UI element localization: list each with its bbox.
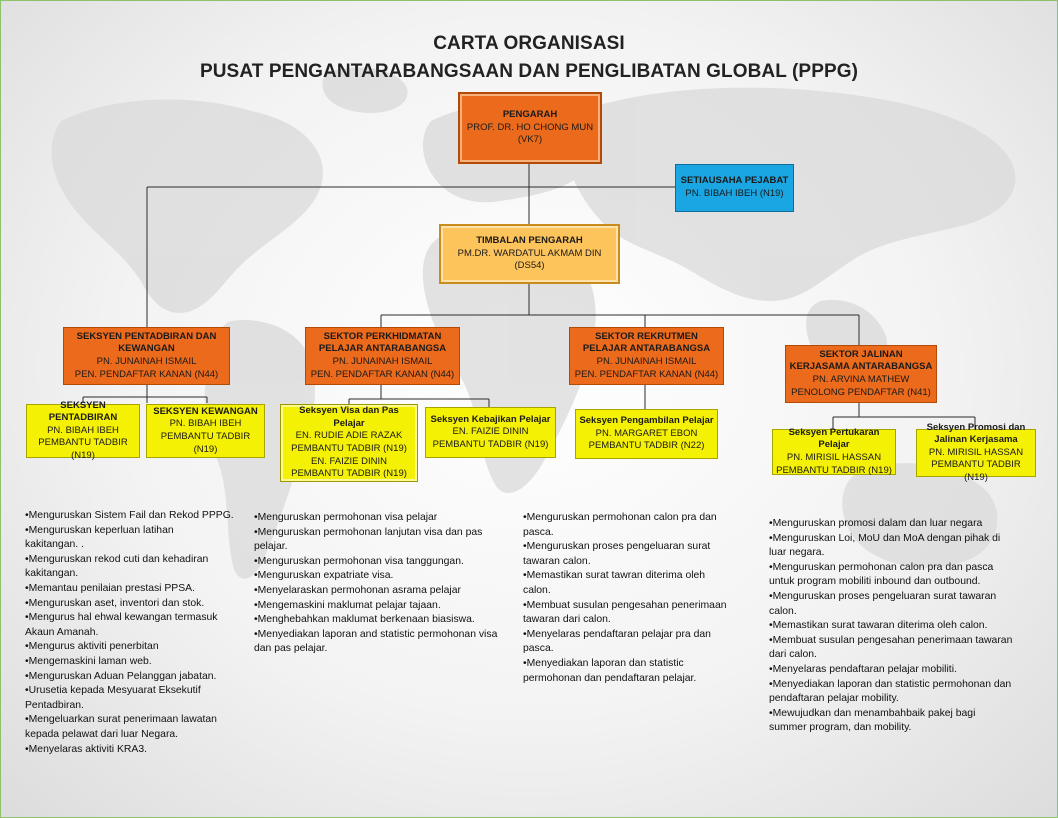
duty-line: •Mengurus aktiviti penerbitan bbox=[25, 641, 159, 653]
duty-line: pelajar. bbox=[254, 541, 288, 553]
node-title: Seksyen Visa dan Pas Pelajar bbox=[299, 405, 399, 429]
node-line: PEN. PENDAFTAR KANAN (N44) bbox=[74, 368, 219, 380]
node-sektor-jalinan bbox=[785, 345, 937, 403]
duty-line: dari calon. bbox=[769, 649, 817, 661]
duty-line: Pentadbiran. bbox=[25, 699, 84, 711]
duties-list-pentadbiran bbox=[25, 509, 255, 757]
duty-line: •Menguruskan aset, inventori dan stok. bbox=[25, 597, 205, 609]
node-line: PEMBANTU TADBIR (N19) bbox=[291, 443, 407, 454]
node-title: TIMBALAN PENGARAH bbox=[476, 235, 583, 247]
duty-line: •Menguruskan proses pengeluaran surat tawaran bbox=[769, 590, 997, 602]
duty-line: •Menguruskan permohonan visa tanggungan. bbox=[254, 555, 464, 567]
duty-line: •Menguruskan Aduan Pelanggan jabatan. bbox=[25, 670, 217, 682]
duty-line: •Memantau penilaian prestasi PPSA. bbox=[25, 582, 195, 594]
duties-list-perkhidmatan bbox=[254, 511, 522, 657]
node-line: PEMBANTU TADBIR (N22) bbox=[588, 440, 705, 452]
node-line: PN. MIRISIL HASSAN bbox=[928, 446, 1024, 458]
duty-line: •Mengeluarkan surat penerimaan lawatan bbox=[25, 714, 217, 726]
duty-line: •Menguruskan permohonan calon pra dan bbox=[523, 512, 717, 523]
node-title: Seksyen Promosi dan Jalinan Kerjasama bbox=[926, 421, 1026, 446]
node-line: PN. JUNAINAH ISMAIL bbox=[332, 356, 433, 367]
duty-line: kakitangan. bbox=[25, 568, 79, 580]
node-title: PENGARAH bbox=[502, 109, 558, 121]
node-seksyen-pertukaran bbox=[772, 426, 896, 476]
duty-line: summer program, dan mobility. bbox=[769, 722, 912, 734]
node-seksyen-pengambilan bbox=[575, 409, 718, 459]
duty-line: •Menguruskan Sistem Fail dan Rekod PPPG. bbox=[25, 510, 234, 521]
node-seksyen-pentadbiran-kewangan bbox=[63, 327, 230, 385]
duty-line: tawaran calon. bbox=[523, 555, 591, 567]
node-line: (VK7) bbox=[517, 134, 543, 146]
node-line: PEN. PENDAFTAR KANAN (N44) bbox=[310, 368, 455, 380]
duty-line: •Menguruskan Loi, MoU dan MoA dengan pihak di bbox=[769, 532, 1001, 544]
node-title: SEKTOR REKRUTMEN PELAJAR ANTARABANGSA bbox=[582, 330, 711, 355]
duty-line: •Memastikan surat tawaran diterima oleh calon. bbox=[769, 620, 988, 632]
duty-line: •Memastikan surat tawran diterima oleh bbox=[523, 570, 706, 582]
node-title: SEKTOR PERKHIDMATAN PELAJAR ANTARABANGSA bbox=[318, 330, 447, 355]
duty-line: •Mengurus hal ehwal kewangan termasuk bbox=[25, 612, 218, 624]
duty-line: •Mengemaskini maklumat pelajar tajaan. bbox=[254, 599, 441, 611]
duties-list-rekrutmen bbox=[523, 511, 763, 686]
duty-line: calon. bbox=[769, 605, 797, 617]
duty-line: •Menyediakan laporan dan statistic permohonan dan bbox=[769, 678, 1012, 690]
node-line: PEMBANTU TADBIR (N19) bbox=[931, 459, 1021, 483]
node-line: PENOLONG PENDAFTAR (N41) bbox=[791, 386, 931, 398]
duty-line: •Menguruskan rekod cuti dan kehadiran bbox=[25, 553, 209, 565]
duty-line: •Menyelaras aktiviti KRA3. bbox=[25, 743, 148, 755]
node-line: PEN. PENDAFTAR KANAN (N44) bbox=[574, 368, 719, 380]
node-line: PN. MARGARET EBON bbox=[595, 427, 698, 439]
node-line: PN. ARVINA MATHEW bbox=[812, 374, 910, 385]
duty-line: calon. bbox=[523, 584, 551, 596]
node-title: SEKSYEN KEWANGAN bbox=[153, 405, 258, 417]
node-line: PEMBANTU TADBIR (N19) bbox=[291, 468, 407, 480]
node-line: PEMBANTU TADBIR (N19) bbox=[432, 438, 549, 450]
duty-line: •Menguruskan permohonan calon pra dan pasca bbox=[769, 561, 994, 573]
node-pengarah bbox=[460, 94, 600, 162]
node-title: Seksyen Kebajikan Pelajar bbox=[430, 413, 551, 425]
node-title: SEKSYEN PENTADBIRAN DAN KEWANGAN bbox=[76, 330, 217, 355]
node-title: SEKTOR JALINAN KERJASAMA ANTARABANGSA bbox=[789, 348, 933, 373]
node-line: PN. MIRISIL HASSAN bbox=[786, 452, 882, 463]
duty-line: •Membuat susulan pengesahan penerimaan tawaran bbox=[769, 634, 1013, 646]
duty-line: Akaun Amanah. bbox=[25, 626, 99, 638]
node-line: PN. JUNAINAH ISMAIL bbox=[596, 356, 697, 367]
node-line: PN. BIBAH IBEH (N19) bbox=[685, 188, 784, 199]
node-line: PEMBANTU TADBIR (N19) bbox=[160, 431, 251, 455]
node-title: Seksyen Pengambilan Pelajar bbox=[579, 415, 714, 427]
duty-line: •Menguruskan keperluan latihan bbox=[25, 524, 174, 536]
node-line: PEMBANTU TADBIR (N19) bbox=[776, 464, 892, 476]
node-sektor-rekrutmen bbox=[569, 327, 724, 385]
duty-line: •Mewujudkan dan menambahbaik pakej bagi bbox=[769, 707, 976, 719]
duty-line: •Menyelaras pendaftaran pelajar pra dan bbox=[523, 628, 711, 640]
node-title: Seksyen Pertukaran Pelajar bbox=[788, 426, 880, 451]
duty-line: kepada pelawat dari luar Negara. bbox=[25, 728, 179, 740]
chart-title: CARTA ORGANISASI bbox=[433, 33, 625, 54]
node-line: EN. FAIZIE DININ bbox=[452, 426, 529, 438]
node-line: PEMBANTU TADBIR (N19) bbox=[38, 437, 128, 461]
node-line: PN. JUNAINAH ISMAIL bbox=[96, 356, 197, 367]
duty-line: pendaftaran pelajar mobility. bbox=[769, 693, 899, 705]
duty-line: •Menguruskan proses pengeluaran surat bbox=[523, 541, 711, 553]
node-seksyen-visa bbox=[281, 405, 417, 481]
duty-line: tawaran dari calon. bbox=[523, 614, 611, 626]
node-line: (DS54) bbox=[514, 260, 545, 272]
duty-line: •Menguruskan permohonan visa pelajar bbox=[254, 512, 438, 523]
duty-line: •Menyediakan laporan and statistic permohonan visa bbox=[254, 628, 498, 640]
duty-line: •Menguruskan expatriate visa. bbox=[254, 570, 394, 582]
duty-line: •Menyediakan laporan dan statistic bbox=[523, 657, 684, 669]
duty-line: luar negara. bbox=[769, 547, 825, 559]
node-line: PROF. DR. HO CHONG MUN bbox=[466, 121, 594, 133]
node-line: PN. BIBAH IBEH bbox=[47, 424, 119, 436]
node-seksyen-promosi bbox=[916, 421, 1036, 483]
node-title: SEKSYEN PENTADBIRAN bbox=[48, 399, 118, 424]
duty-line: •Urusetia kepada Mesyuarat Eksekutif bbox=[25, 685, 201, 697]
node-sektor-perkhidmatan bbox=[305, 327, 460, 385]
duties-list-jalinan bbox=[769, 517, 1049, 736]
duty-line: pasca. bbox=[523, 526, 554, 538]
duty-line: •Menyelaras pendaftaran pelajar mobiliti. bbox=[769, 663, 957, 675]
duty-line: •Membuat susulan pengesahan penerimaan bbox=[523, 599, 727, 611]
node-setiausaha bbox=[675, 164, 794, 212]
node-seksyen-kebajikan bbox=[425, 407, 556, 458]
duty-line: •Menguruskan permohonan lanjutan visa dan pas bbox=[254, 526, 483, 538]
node-line: PM.DR. WARDATUL AKMAM DIN bbox=[457, 247, 602, 259]
duty-line: untuk program mobiliti inbound dan outbound. bbox=[769, 576, 981, 588]
duty-line: pasca. bbox=[523, 643, 554, 655]
node-line: EN. FAIZIE DININ bbox=[310, 455, 387, 467]
node-seksyen-pentadbiran bbox=[26, 399, 140, 461]
node-line: EN. RUDIE ADIE RAZAK bbox=[295, 430, 403, 442]
duty-line: dan pas pelajar. bbox=[254, 643, 328, 655]
duty-line: permohonan dan pendaftaran pelajar. bbox=[523, 672, 697, 684]
duty-line: •Mengemaskini laman web. bbox=[25, 655, 152, 667]
duty-line: •Menguruskan promosi dalam dan luar negara bbox=[769, 518, 983, 529]
chart-subtitle: PUSAT PENGANTARABANGSAAN DAN PENGLIBATAN GLOBAL (PPPG) bbox=[199, 61, 859, 82]
node-seksyen-kewangan bbox=[146, 404, 265, 458]
duty-line: kakitangan. . bbox=[25, 539, 84, 551]
node-title: SETIAUSAHA PEJABAT bbox=[680, 175, 789, 187]
duty-line: •Menyelaraskan permohonan asrama pelajar bbox=[254, 584, 461, 596]
node-line: PN. BIBAH IBEH bbox=[169, 418, 242, 430]
duty-line: •Menghebahkan maklumat berkenaan biasiswa. bbox=[254, 614, 475, 626]
node-timbalan bbox=[441, 226, 618, 282]
